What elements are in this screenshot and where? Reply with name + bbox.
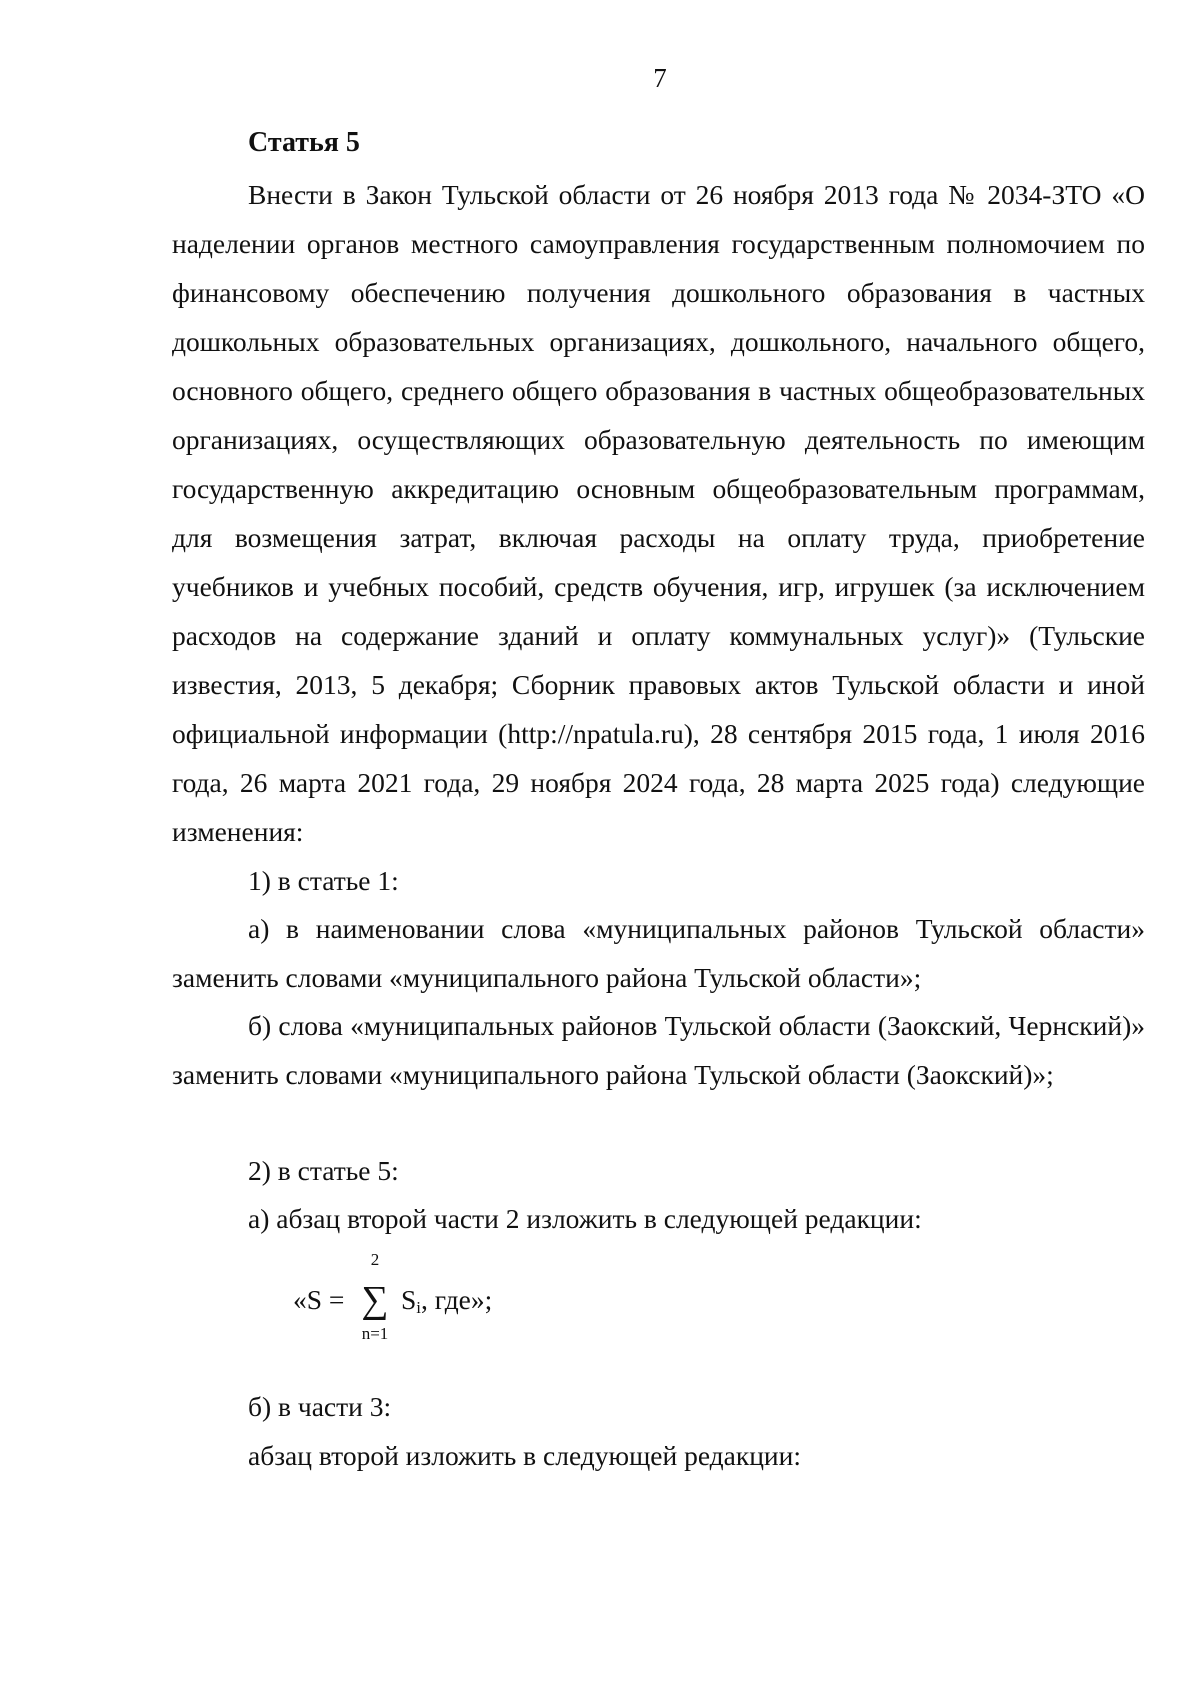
list-item-1a: а) в наименовании слова «муниципальных районов Тульской области» заменить словами «муниципального района Тульской области»; <box>172 913 1145 993</box>
list-item-2b-line: абзац второй изложить в следующей редакции: <box>248 1440 802 1471</box>
sigma-upper-limit: 2 <box>370 1250 380 1269</box>
intro-paragraph-block <box>172 170 1145 856</box>
formula-term-subscript: i <box>416 1298 422 1317</box>
formula-term <box>401 1284 492 1318</box>
formula-suffix: , где»; <box>421 1284 493 1315</box>
intro-paragraph: Внести в Закон Тульской области от 26 ноября 2013 года № 2034-ЗТО «О наделении органов местного самоуправления государственным полномочием по финансовому обеспечению получения дошкольного образования в частных дошкольных образовательных организациях, дошкольного, начального общего, основного общего, среднего общего образования в частных общеобразовательных организациях, осуществляющих образовательную деятельность по имеющим государственную аккредитацию основным общеобразовательным программам, для возмещения затрат, включая расходы на оплату труда, приобретение учебников и учебных пособий, средств обучения, игр, игрушек (за исключением расходов на содержание зданий и оплату коммунальных услуг)» (Тульские известия, 2013, 5 декабря; Сборник правовых актов Тульской области и иной официальной информации (http://npatula.ru), 28 сентября 2015 года, 1 июля 2016 года, 26 марта 2021 года, 29 ноября 2024 года, 28 марта 2025 года) следующие изменения: <box>172 179 1145 847</box>
list-item-1: 1) в статье 1: <box>248 865 399 896</box>
list-item-2a: а) абзац второй части 2 изложить в следующей редакции: <box>248 1203 922 1234</box>
article-title: Статья 5 <box>248 127 360 158</box>
sigma-icon: ∑ <box>361 1279 389 1321</box>
sigma-lower-limit: n=1 <box>361 1324 389 1343</box>
list-item-2b: б) в части 3: <box>248 1391 392 1422</box>
list-item-2: 2) в статье 5: <box>248 1155 399 1186</box>
formula-term-symbol: S <box>401 1284 417 1315</box>
page-number: 7 <box>653 63 667 93</box>
list-item-1b: б) слова «муниципальных районов Тульской области (Заокский, Чернский)» заменить словами «муниципального района Тульской области (Заокский)»; <box>172 1010 1145 1090</box>
formula-prefix: «S = <box>293 1284 345 1315</box>
